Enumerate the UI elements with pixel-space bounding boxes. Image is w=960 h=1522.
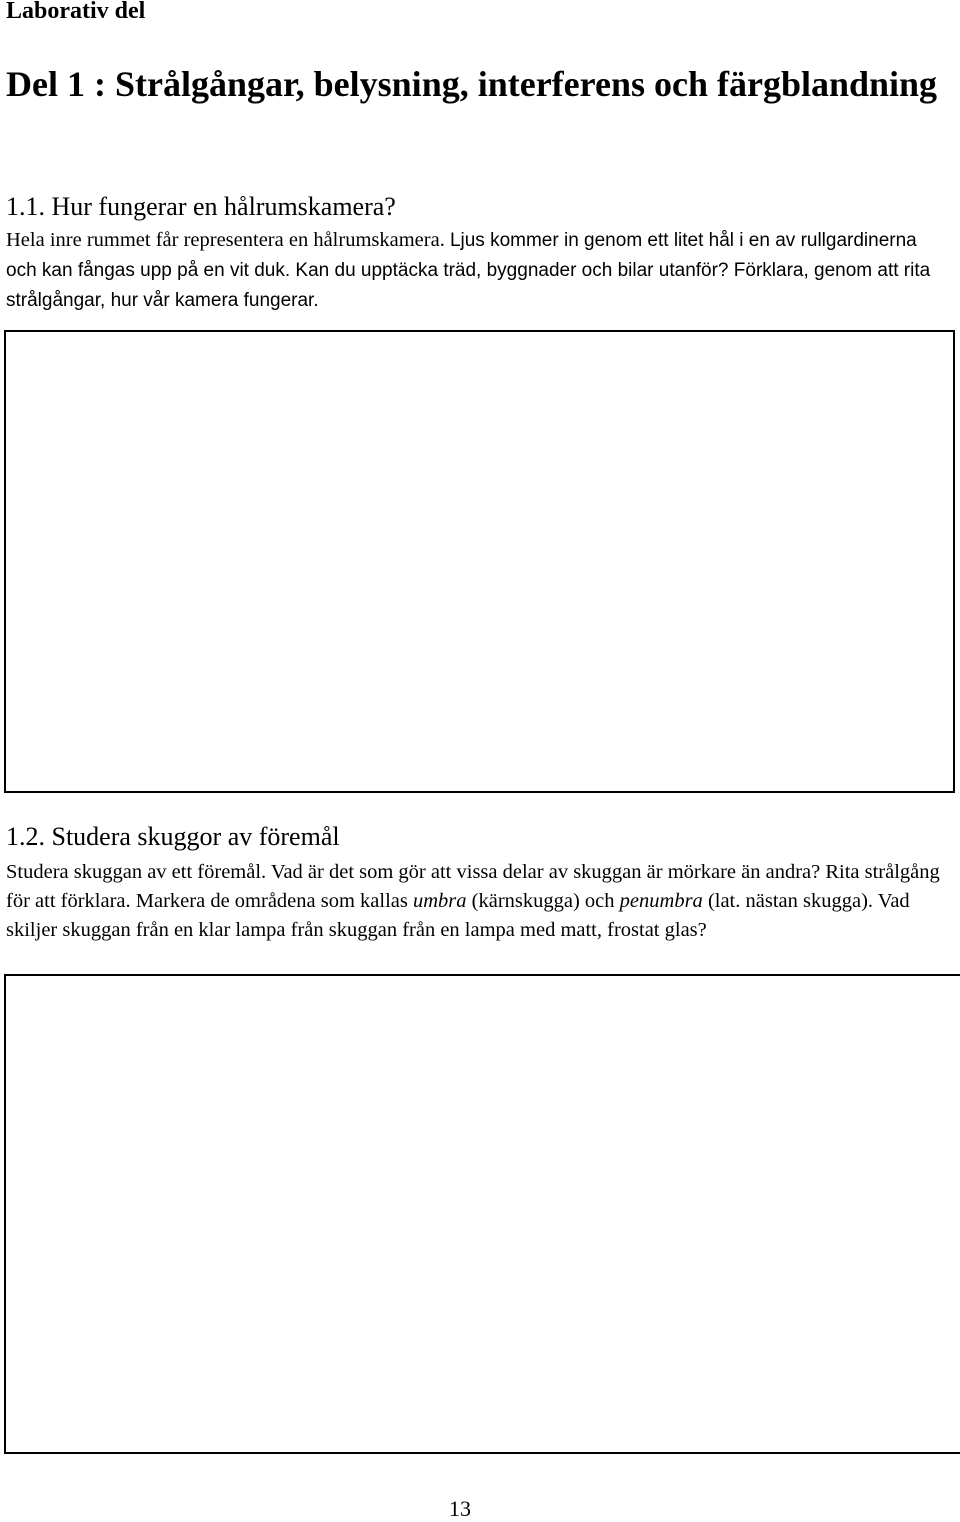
section-heading-1-1: 1.1. Hur fungerar en hålrumskamera? — [6, 192, 396, 221]
page-number: 13 — [449, 1496, 471, 1521]
section-text-1-1 — [6, 226, 951, 315]
drawing-area-2[interactable] — [4, 974, 960, 1454]
section-text-1-2 — [6, 858, 951, 944]
section-text-1-1-intro: Hela inre rummet får representera en hålrumskamera. — [6, 229, 450, 251]
running-header: Laborativ del — [6, 0, 146, 24]
section-text-1-2-b: (kärnskugga) och — [466, 889, 620, 912]
section-text-1-2-a: Studera skuggan av ett föremål. Vad är det som gör att vissa delar av skuggan är mörkare än andra? Rita strålgång för att förklara. Markera de områdena som kallas — [6, 861, 940, 912]
term-umbra: umbra — [412, 889, 467, 912]
section-heading-1-2: 1.2. Studera skuggor av föremål — [6, 822, 340, 851]
section-text-1-2-c: (lat. nästan skugga). Vad skiljer skuggan från en klar lampa från skuggan från en lampa med matt, frostat glas? — [6, 889, 910, 941]
page-title: Del 1 : Strålgångar, belysning, interferens och färgblandning — [6, 64, 938, 104]
drawing-area-1[interactable] — [4, 330, 955, 793]
section-text-1-1-rest: Ljus kommer in genom ett litet hål i en av rullgardinerna och kan fångas upp på en vit duk. Kan du upptäcka träd, byggnader och bilar utanför? Förklara, genom att rita strålgångar, hur vår kamera fungerar. — [6, 230, 931, 311]
term-penumbra: penumbra — [619, 889, 703, 912]
